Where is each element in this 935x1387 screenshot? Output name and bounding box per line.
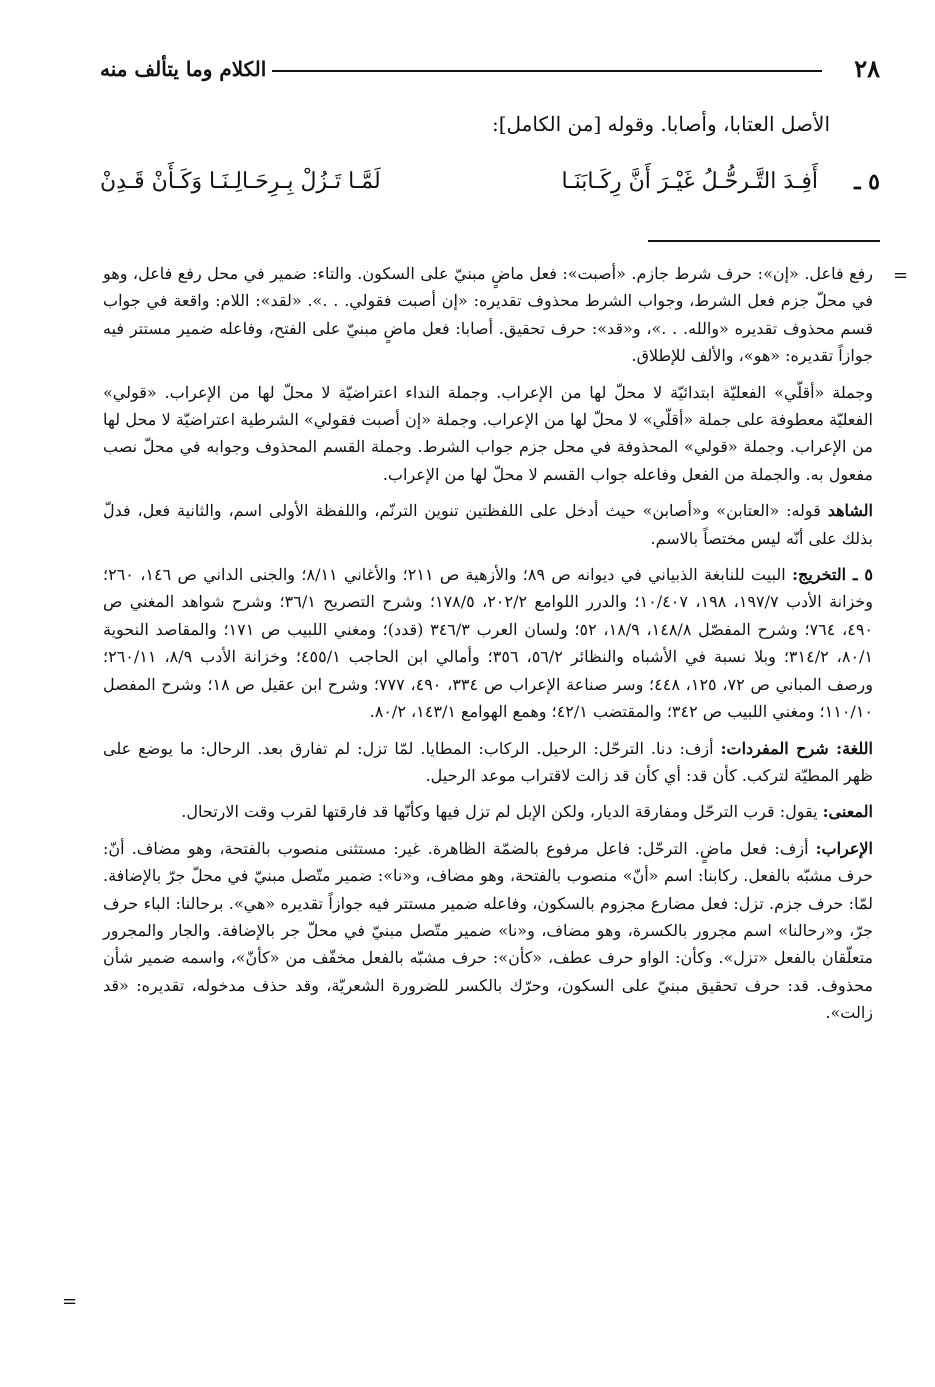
vocabulary-text: أزف: دنا. الترحّل: الرحيل. الركاب: المطايا. لمّا تزل: لم تفارق بعد. الرحال: ما يوضع على ظهر المطيّة لتركب. كأن قد: أي كأن قد زالت لاقتراب موعد الرحيل. bbox=[103, 738, 873, 785]
verse-second-hemistich: لَمَّـا تَـزُلْ بِـرِحَـالِـنَـا وَكَـأَنْ قَـدِنْ bbox=[100, 169, 381, 194]
evidence-text: قوله: «العتابن» و«أصابن» حيث أدخل على اللفظتين تنوين الترنّم، واللفظة الأولى اسم، والثانية فعل، فدلّ بذلك على أنّه ليس مختصاً بالاسم. bbox=[103, 501, 873, 548]
meaning-text: يقول: قرب الترحّل ومفارقة الديار، ولكن الإبل لم تزل فيها وكأنّها قد فارقتها لقرب وقت الارتحال. bbox=[181, 802, 823, 822]
continuation-mark: = bbox=[893, 265, 909, 286]
sources-heading: ٥ ـ التخريج: bbox=[792, 565, 874, 585]
page-number: ٢٨ bbox=[854, 54, 880, 83]
intro-line: الأصل العتابا، وأصابا. وقوله [من الكامل]: bbox=[491, 112, 830, 136]
footnote-rule bbox=[648, 240, 880, 242]
verse-line bbox=[100, 160, 880, 204]
verse-number: ٥ ـ bbox=[854, 169, 880, 195]
end-mark: = bbox=[62, 1291, 78, 1312]
footnote-paragraph-parsing: رفع فاعل. «إن»: حرف شرط جازم. «أصبت»: فعل ماضٍ مبنيّ على السكون. والتاء: ضمير في محل رفع فاعل، وهو في محلّ جزم فعل الشرط، وجواب الشرط محذوف تقديره: «إن أصبت فقولي. . .». «لقد»: اللام: واقعة في جواب قسم محذوف تقديره «والله. . .»، و«قد»: حرف تحقيق. أصابا: فعل ماضٍ مبنيّ على الفتح، وفاعله ضمير مستتر فيه جوازاً تقديره: «هو»، والألف للإطلاق. bbox=[103, 264, 874, 366]
vocabulary-heading: اللغة: شرح المفردات: bbox=[720, 738, 873, 758]
footnotes bbox=[103, 260, 873, 1036]
footnote-paragraph-vocabulary bbox=[103, 735, 873, 790]
footnote-paragraph-sources bbox=[103, 561, 873, 725]
footnote-paragraph-evidence bbox=[103, 497, 873, 552]
page-header bbox=[100, 52, 880, 88]
footnote-paragraph-meaning bbox=[103, 798, 873, 825]
evidence-heading: الشاهد bbox=[827, 501, 873, 521]
verse-first-hemistich: أَفِـدَ التَّـرحُّـلُ غَيْـرَ أَنَّ رِكَـابَنَـا bbox=[561, 169, 818, 194]
header-rule bbox=[272, 70, 822, 72]
footnote-paragraph-grammar bbox=[103, 835, 873, 1027]
grammar-heading: الإعراب: bbox=[815, 838, 873, 858]
running-title: الكلام وما يتألف منه bbox=[100, 57, 267, 81]
grammar-text: أزف: فعل ماضٍ. الترحّل: فاعل مرفوع بالضمّة الظاهرة. غير: مستثنى منصوب بالفتحة، وهو مضاف. أنّ: حرف مشبّه بالفعل. ركابنا: اسم «أنّ» منصوب بالفتحة، وهو مضاف، و«نا»: ضمير متّصل مبنيّ في محلّ جرّ بالإضافة. لمّا: حرف جزم. تزل: فعل مضارع مجزوم بالسكون، وفاعله ضمير مستتر فيه جوازاً تقديره «هي». برحالنا: الباء حرف جرّ، و«رحالنا» اسم مجرور بالكسرة، وهو مضاف، و«نا» ضمير متّصل مبنيّ في محلّ جر بالإضافة. والجار والمجرور متعلّقان بالفعل «تزل». وكأن: الواو حرف عطف، «كأن»: حرف مشبّه بالفعل مخفّف من «كأنّ»، واسمه ضمير شأن محذوف. قد: حرف تحقيق مبنيّ على السكون، وحرّك بالكسر للضرورة الشعريّة، وقد حذف مدخوله، تقديره: «قد زالت». bbox=[103, 838, 874, 1023]
sources-text: البيت للنابغة الذبياني في ديوانه ص ٨٩؛ والأزهية ص ٢١١؛ والأغاني ٨/١١؛ والجنى الداني ص ١٤٦، ٢٦٠؛ وخزانة الأدب ١٩٧/٧، ١٩٨، ١٠/٤٠٧؛ والدرر اللوامع ٢٠٢/٢، ١٧٨/٥؛ وشرح التصريح ٣٦/١؛ وشرح شواهد المغني ص ٤٩٠، ٧٦٤؛ وشرح المفصّل ١٤٨/٨، ١٨/٩، ٥٢؛ ولسان العرب ٣٤٦/٣ (قدد)؛ ومغني اللبيب ص ١٧١؛ والمقاصد النحوية ٨٠/١، ٣١٤/٢؛ وبلا نسبة في الأشباه والنظائر ٥٦/٢، ٣٥٦؛ وأمالي ابن الحاجب ٤٥٥/١؛ وخزانة الأدب ٨/٩، ٢٦٠/١١؛ ورصف المباني ص ٧٢، ١٢٥، ٤٤٨؛ وسر صناعة الإعراب ص ٣٣٤، ٤٩٠، ٧٧٧؛ وشرح ابن عقيل ص ١٨؛ وشرح المفصل ١١٠/١٠؛ ومغني اللبيب ص ٣٤٢؛ والمقتضب ٤٢/١؛ وهمع الهوامع ١٤٣/١، ٨٠/٢. bbox=[103, 565, 874, 722]
footnote-paragraph-sentences: وجملة «أقلّي» الفعليّة ابتدائيّة لا محلّ لها من الإعراب. وجملة النداء اعتراضيّة لا محلّ لها من الإعراب. «قولي» الفعليّة معطوفة على جملة «أقلّي» لا محلّ لها من الإعراب. وجملة «إن أصبت فقولي» الشرطية اعتراضيّة لا محل لها من الإعراب. وجملة «قولي» المحذوفة في محل جزم جواب الشرط. وجملة القسم المحذوف وجوابه في محلّ نصب مفعول به. والجملة من الفعل وفاعله جواب القسم لا محلّ لها من الإعراب. bbox=[103, 382, 873, 484]
meaning-heading: المعنى: bbox=[822, 802, 873, 822]
